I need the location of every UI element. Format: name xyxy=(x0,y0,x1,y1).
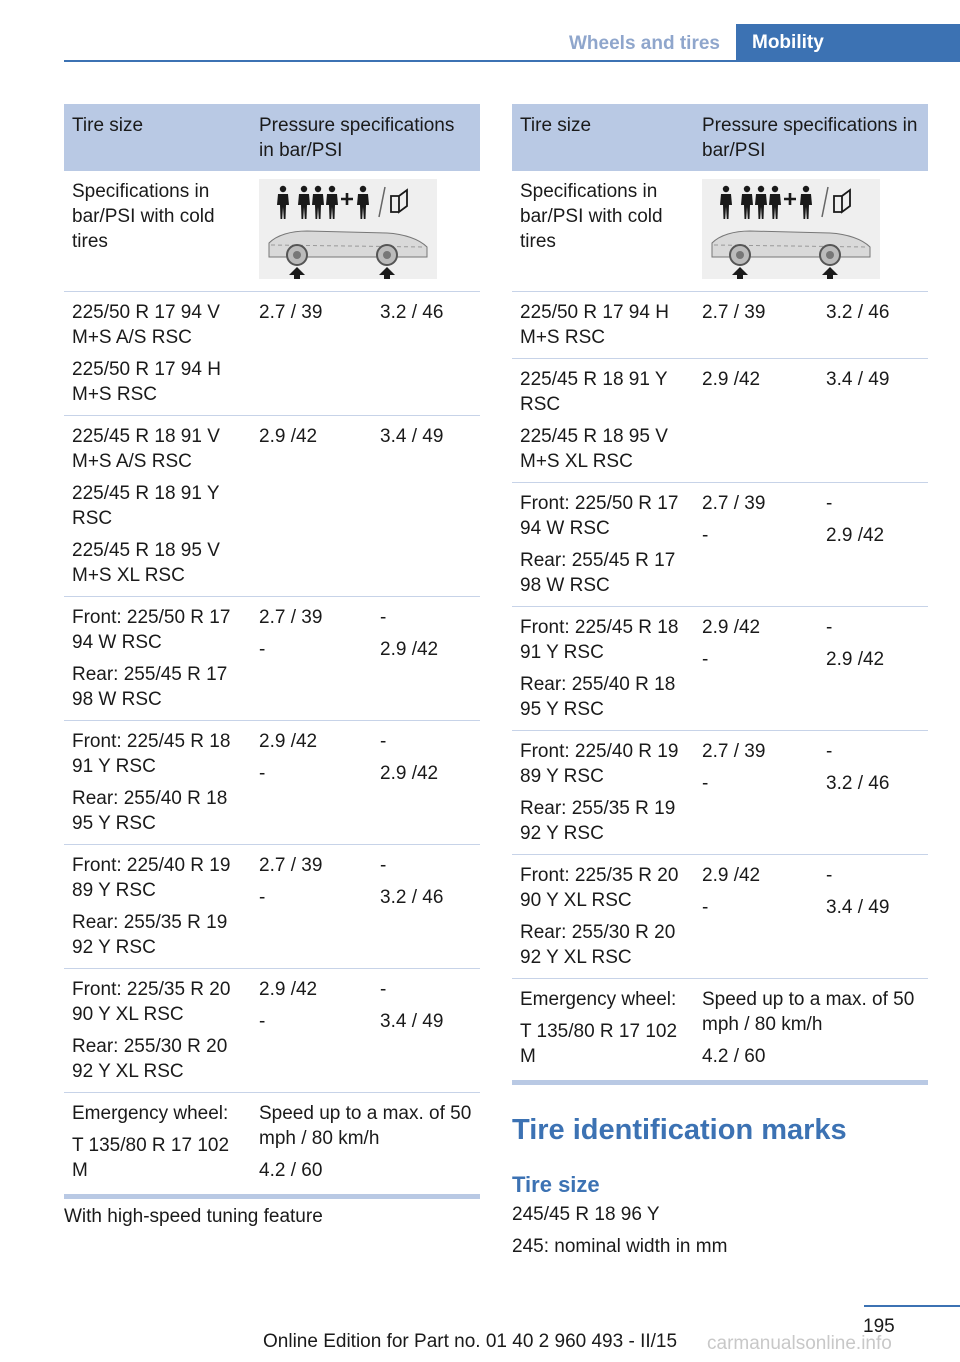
tire-size-value: Front: 225/40 R 19 89 Y RSC xyxy=(72,855,231,901)
column-header-pressure: Pressure specifications in bar/PSI xyxy=(694,104,928,171)
table-row xyxy=(512,483,928,607)
emergency-wheel-size: T 135/80 R 17 102 M xyxy=(520,1021,678,1067)
pressure-value: - xyxy=(380,607,387,628)
spec-row xyxy=(64,171,480,292)
spec-label: Specifications in bar/PSI with cold tires xyxy=(64,171,251,292)
table-row xyxy=(512,359,928,483)
tire-size-cell xyxy=(512,292,694,359)
pressure-cell xyxy=(818,855,928,979)
tire-size-value: 225/45 R 18 91 Y RSC xyxy=(520,369,668,415)
pressure-value: 2.9 /42 xyxy=(826,525,885,546)
tire-size-cell xyxy=(64,845,251,969)
pressure-value: - xyxy=(259,763,266,784)
pressure-value: 2.9 /42 xyxy=(380,763,439,784)
pressure-cell xyxy=(251,292,372,416)
table-row xyxy=(64,845,480,969)
pressure-value: - xyxy=(702,773,709,794)
emergency-wheel-label: Emergency wheel: xyxy=(520,989,677,1010)
pressure-value: 2.7 / 39 xyxy=(259,302,323,323)
pressure-value: 3.4 / 49 xyxy=(380,1011,444,1032)
pressure-value: - xyxy=(702,525,709,546)
pressure-value: 2.9 /42 xyxy=(702,369,761,390)
tire-size-value: Front: 225/50 R 17 94 W RSC xyxy=(72,607,231,653)
header-chapter-tab: Mobility xyxy=(736,24,960,62)
table-row xyxy=(64,292,480,416)
column-header-pressure: Pressure specifications in bar/PSI xyxy=(251,104,480,171)
tire-size-cell xyxy=(512,359,694,483)
emergency-wheel-spec-cell xyxy=(251,1093,480,1197)
tire-size-cell xyxy=(64,416,251,597)
pressure-cell xyxy=(694,607,818,731)
tire-size-value: Rear: 255/30 R 20 92 Y XL RSC xyxy=(72,1036,228,1082)
tire-size-value: 225/45 R 18 95 V M+S XL RSC xyxy=(72,540,220,586)
pressure-cell xyxy=(251,845,372,969)
emergency-wheel-speed: Speed up to a max. of 50 mph / 80 km/h xyxy=(259,1103,472,1149)
page-number-rule xyxy=(864,1305,960,1307)
footer-edition: Online Edition for Part no. 01 40 2 960 493 - II/15 xyxy=(263,1331,678,1352)
tire-size-value: Rear: 255/35 R 19 92 Y RSC xyxy=(520,798,676,844)
pressure-value: 2.9 /42 xyxy=(702,617,761,638)
table-row xyxy=(512,855,928,979)
section-subtitle: Tire size xyxy=(512,1172,600,1197)
emergency-wheel-row xyxy=(512,979,928,1083)
pressure-cell xyxy=(818,731,928,855)
emergency-wheel-speed: Speed up to a max. of 50 mph / 80 km/h xyxy=(702,989,915,1035)
pressure-cell xyxy=(251,416,372,597)
pressure-cell xyxy=(694,292,818,359)
tire-size-value: Front: 225/50 R 17 94 W RSC xyxy=(520,493,679,539)
pressure-cell xyxy=(818,292,928,359)
tire-size-value: Rear: 255/30 R 20 92 Y XL RSC xyxy=(520,922,676,968)
pressure-value: - xyxy=(826,617,833,638)
pressure-value: 3.2 / 46 xyxy=(380,887,444,908)
tire-size-cell xyxy=(512,607,694,731)
spec-row xyxy=(512,171,928,292)
pressure-value: 3.2 / 46 xyxy=(380,302,444,323)
table-header-row xyxy=(512,104,928,171)
header-section: Wheels and tires xyxy=(569,33,720,54)
watermark: carmanualsonline.info xyxy=(707,1333,892,1354)
pressure-value: 2.9 /42 xyxy=(826,649,885,670)
pressure-cell xyxy=(818,359,928,483)
table-header-row xyxy=(64,104,480,171)
pressure-value: 3.4 / 49 xyxy=(380,426,444,447)
table-row xyxy=(64,597,480,721)
page-header xyxy=(0,0,960,62)
pressure-value: - xyxy=(380,979,387,1000)
pressure-value: - xyxy=(826,741,833,762)
pressure-value: - xyxy=(380,855,387,876)
header-rule xyxy=(64,60,960,62)
tire-size-cell xyxy=(64,292,251,416)
pressure-value: 2.9 /42 xyxy=(259,426,318,447)
tire-size-cell xyxy=(512,483,694,607)
tire-size-value: Rear: 255/40 R 18 95 Y RSC xyxy=(520,674,676,720)
pressure-value: - xyxy=(702,649,709,670)
load-condition-icon xyxy=(702,179,880,279)
tire-size-cell xyxy=(64,969,251,1093)
tire-size-value: Rear: 255/45 R 17 98 W RSC xyxy=(72,664,228,710)
tire-size-value: 225/50 R 17 94 V M+S A/S RSC xyxy=(72,302,220,348)
emergency-wheel-pressure: 4.2 / 60 xyxy=(702,1046,766,1067)
tire-size-cell xyxy=(64,597,251,721)
tire-size-cell xyxy=(512,855,694,979)
pressure-value: 3.4 / 49 xyxy=(826,897,890,918)
pressure-value: 3.4 / 49 xyxy=(826,369,890,390)
pressure-value: 2.9 /42 xyxy=(259,731,318,752)
page-number: 195 xyxy=(863,1316,895,1337)
tire-size-value: Front: 225/45 R 18 91 Y RSC xyxy=(520,617,679,663)
spec-label: Specifications in bar/PSI with cold tires xyxy=(512,171,694,292)
pressure-value: 2.7 / 39 xyxy=(259,607,323,628)
pressure-cell xyxy=(818,483,928,607)
pressure-cell xyxy=(694,855,818,979)
table-row xyxy=(512,607,928,731)
pressure-value: - xyxy=(380,731,387,752)
pressure-value: - xyxy=(826,865,833,886)
pressure-value: - xyxy=(259,639,266,660)
tire-size-cell xyxy=(512,731,694,855)
pressure-value: 2.9 /42 xyxy=(380,639,439,660)
pressure-cell xyxy=(372,416,480,597)
load-condition-icon xyxy=(259,179,437,279)
tire-size-value: Front: 225/40 R 19 89 Y RSC xyxy=(520,741,679,787)
pressure-value: 2.9 /42 xyxy=(702,865,761,886)
tire-size-value: Rear: 255/45 R 17 98 W RSC xyxy=(520,550,676,596)
pressure-value: - xyxy=(259,887,266,908)
emergency-wheel-pressure: 4.2 / 60 xyxy=(259,1160,323,1181)
pressure-value: 2.7 / 39 xyxy=(259,855,323,876)
tire-size-value: 225/45 R 18 91 Y RSC xyxy=(72,483,220,529)
pressure-value: 3.2 / 46 xyxy=(826,302,890,323)
pressure-value: 2.7 / 39 xyxy=(702,741,766,762)
tire-size-value: Rear: 255/35 R 19 92 Y RSC xyxy=(72,912,228,958)
tire-size-value: Front: 225/35 R 20 90 Y XL RSC xyxy=(520,865,679,911)
tire-size-example: 245/45 R 18 96 Y xyxy=(512,1204,660,1225)
section-title: Tire identification marks xyxy=(512,1114,847,1146)
pressure-value: 2.7 / 39 xyxy=(702,493,766,514)
tire-size-value: 225/45 R 18 95 V M+S XL RSC xyxy=(520,426,668,472)
pressure-cell xyxy=(251,721,372,845)
tire-size-explanation: 245: nominal width in mm xyxy=(512,1236,728,1257)
tire-size-value: Rear: 255/40 R 18 95 Y RSC xyxy=(72,788,228,834)
pressure-cell xyxy=(694,731,818,855)
pressure-cell xyxy=(372,597,480,721)
pressure-cell xyxy=(251,597,372,721)
tire-size-cell xyxy=(64,721,251,845)
pressure-cell xyxy=(251,969,372,1093)
column-header-tire-size: Tire size xyxy=(64,104,251,171)
table-row xyxy=(64,721,480,845)
emergency-wheel-cell xyxy=(512,979,694,1083)
table-row xyxy=(512,731,928,855)
pressure-cell xyxy=(372,721,480,845)
pressure-cell xyxy=(372,845,480,969)
pressure-value: - xyxy=(259,1011,266,1032)
emergency-wheel-label: Emergency wheel: xyxy=(72,1103,229,1124)
pressure-value: 3.2 / 46 xyxy=(826,773,890,794)
pressure-cell xyxy=(372,969,480,1093)
tire-size-value: 225/50 R 17 94 H M+S RSC xyxy=(72,359,221,405)
pressure-value: - xyxy=(702,897,709,918)
tire-size-value: Front: 225/35 R 20 90 Y XL RSC xyxy=(72,979,231,1025)
pressure-table-right xyxy=(512,104,928,1085)
tire-size-value: Front: 225/45 R 18 91 Y RSC xyxy=(72,731,231,777)
pressure-table-left xyxy=(64,104,480,1199)
column-header-tire-size: Tire size xyxy=(512,104,694,171)
pressure-cell xyxy=(694,483,818,607)
emergency-wheel-row xyxy=(64,1093,480,1197)
emergency-wheel-cell xyxy=(64,1093,251,1197)
pressure-cell xyxy=(818,607,928,731)
emergency-wheel-size: T 135/80 R 17 102 M xyxy=(72,1135,230,1181)
pressure-cell xyxy=(694,359,818,483)
table-row xyxy=(64,969,480,1093)
tire-size-value: 225/50 R 17 94 H M+S RSC xyxy=(520,302,669,348)
tire-size-value: 225/45 R 18 91 V M+S A/S RSC xyxy=(72,426,220,472)
table-row xyxy=(512,292,928,359)
pressure-value: 2.9 /42 xyxy=(259,979,318,1000)
pressure-value: - xyxy=(826,493,833,514)
caption: With high-speed tuning feature xyxy=(64,1206,323,1227)
emergency-wheel-spec-cell xyxy=(694,979,928,1083)
pressure-value: 2.7 / 39 xyxy=(702,302,766,323)
pressure-cell xyxy=(372,292,480,416)
table-row xyxy=(64,416,480,597)
